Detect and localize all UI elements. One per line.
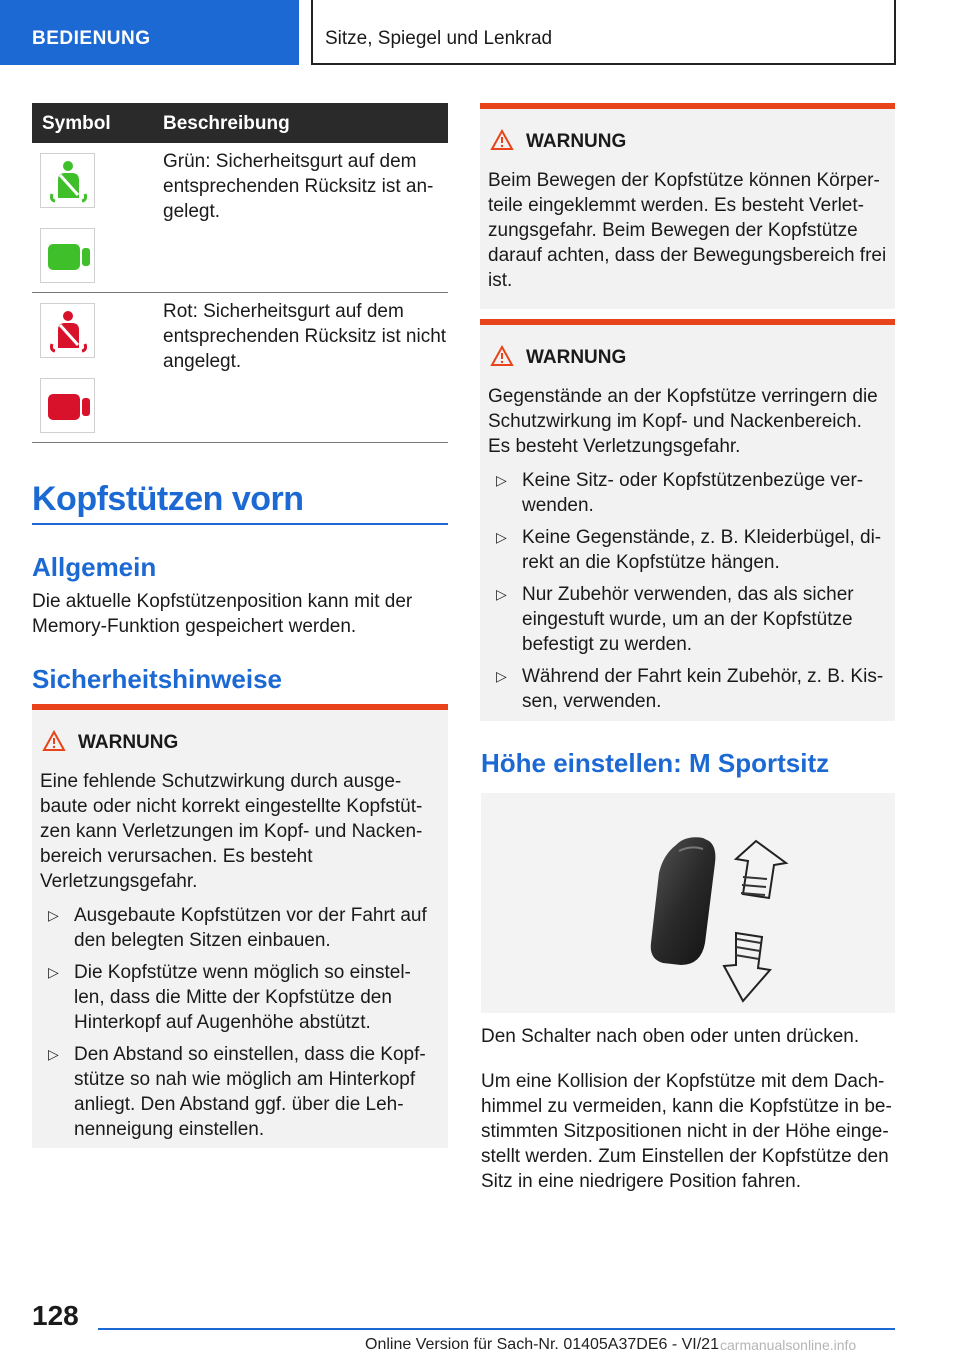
footer-note: Online Version für Sach-Nr. 01405A37DE6 - VI/21 xyxy=(365,1336,719,1353)
table-row xyxy=(32,293,448,443)
list-item: ▷ Nur Zubehör verwenden, das als sicher eingestuft wurde, um an der Kopfstütze befestigt zu werden. xyxy=(496,584,854,655)
page-title: Kopfstützen vorn xyxy=(32,480,304,518)
warning-triangle-icon xyxy=(42,730,66,757)
list-item: ▷ Die Kopfstütze wenn möglich so einstel- len, dass die Mitte der Kopfstütze den Hinterkopf auf Augenhöhe abstützt. xyxy=(48,962,411,1033)
heading-sicherheitshinweise: Sicherheitshinweise xyxy=(32,664,282,694)
heading-hoehe: Höhe einstellen: M Sportsitz xyxy=(481,748,830,778)
bullet-triangle-icon: ▷ xyxy=(496,472,507,488)
list-item: ▷ Keine Gegenstände, z. B. Kleiderbügel, di- rekt an die Kopfstütze hängen. xyxy=(496,527,882,573)
seat-indicator-green-icon xyxy=(40,228,95,283)
row-description: Grün: Sicherheitsgurt auf dem entsprechenden Rücksitz ist an- gelegt. xyxy=(163,151,434,222)
allgemein-text: Die aktuelle Kopfstützenposition kann mit der Memory-Funktion gespeichert werden. xyxy=(32,591,413,637)
seat-indicator-red-icon xyxy=(40,378,95,433)
section-title: BEDIENUNG xyxy=(32,28,151,49)
col-description: Beschreibung xyxy=(163,113,290,134)
watermark: carmanualsonline.info xyxy=(720,1337,857,1353)
heading-allgemein: Allgemein xyxy=(32,552,157,582)
warning-triangle-icon xyxy=(490,129,514,156)
warning-triangle-icon xyxy=(490,345,514,372)
warning-box xyxy=(480,319,895,721)
warning-text: Eine fehlende Schutzwirkung durch ausge- baute oder nicht korrekt eingestellte Kopfstüt- zen kann Verletzungen im Kopf- und Nacken- bereich verursachen. Es besteht Verletzungsgefahr. xyxy=(40,771,423,892)
list-item: ▷ Ausgebaute Kopfstützen vor der Fahrt auf den belegten Sitzen einbauen. xyxy=(48,905,427,951)
bullet-triangle-icon: ▷ xyxy=(496,586,507,602)
bullet-triangle-icon: ▷ xyxy=(496,668,507,684)
warning-title: WARNUNG xyxy=(526,347,627,368)
warning-title: WARNUNG xyxy=(526,131,627,152)
hoehe-text-2: Um eine Kollision der Kopfstütze mit dem Dach- himmel zu vermeiden, kann die Kopfstütze in be- stimmten Sitzpositionen nicht in der Höhe einge- stellt werden. Zum Einstellen der Kopfstütze den Sitz in eine niedrigere Position fahren. xyxy=(481,1071,892,1192)
list-item: ▷ Während der Fahrt kein Zubehör, z. B. Kis- sen, verwenden. xyxy=(496,666,884,712)
warning-text: Gegenstände an der Kopfstütze verringern die Schutzwirkung im Kopf- und Nackenbereich. Es besteht Verletzungsgefahr. xyxy=(488,386,878,457)
seatbelt-red-icon xyxy=(40,303,95,358)
bullet-triangle-icon: ▷ xyxy=(48,1046,59,1062)
warning-box xyxy=(480,103,895,309)
table-header xyxy=(32,103,448,143)
table-row xyxy=(32,143,448,293)
page-number: 128 xyxy=(32,1300,79,1331)
switch-illustration xyxy=(481,793,895,1013)
row-description: Rot: Sicherheitsgurt auf dem entsprechenden Rücksitz ist nicht angelegt. xyxy=(163,301,447,372)
warning-title: WARNUNG xyxy=(78,732,179,753)
chapter-tab xyxy=(311,0,896,65)
chapter-title: Sitze, Spiegel und Lenkrad xyxy=(325,28,553,49)
title-rule xyxy=(32,523,448,525)
list-item: ▷ Keine Sitz- oder Kopfstützenbezüge ver- wenden. xyxy=(496,470,864,516)
list-item: ▷ Den Abstand so einstellen, dass die Kopf- stütze so nah wie möglich am Hinterkopf anliegt. Den Abstand ggf. über die Leh- nenneigung einstellen. xyxy=(48,1044,426,1140)
bullet-triangle-icon: ▷ xyxy=(48,907,59,923)
hoehe-text-1: Den Schalter nach oben oder unten drücken. xyxy=(481,1026,860,1047)
bullet-triangle-icon: ▷ xyxy=(496,529,507,545)
warning-text: Beim Bewegen der Kopfstütze können Körper- teile eingeklemmt werden. Es besteht Verlet- zungsgefahr. Beim Bewegen der Kopfstütze darauf achten, dass der Bewegungsbereich frei ist. xyxy=(488,170,887,291)
footer-rule xyxy=(98,1328,895,1330)
seatbelt-green-icon xyxy=(40,153,95,208)
col-symbol: Symbol xyxy=(42,113,111,134)
warning-box xyxy=(32,704,448,1148)
bullet-triangle-icon: ▷ xyxy=(48,964,59,980)
section-tab xyxy=(0,0,299,65)
symbol-table xyxy=(32,103,448,443)
